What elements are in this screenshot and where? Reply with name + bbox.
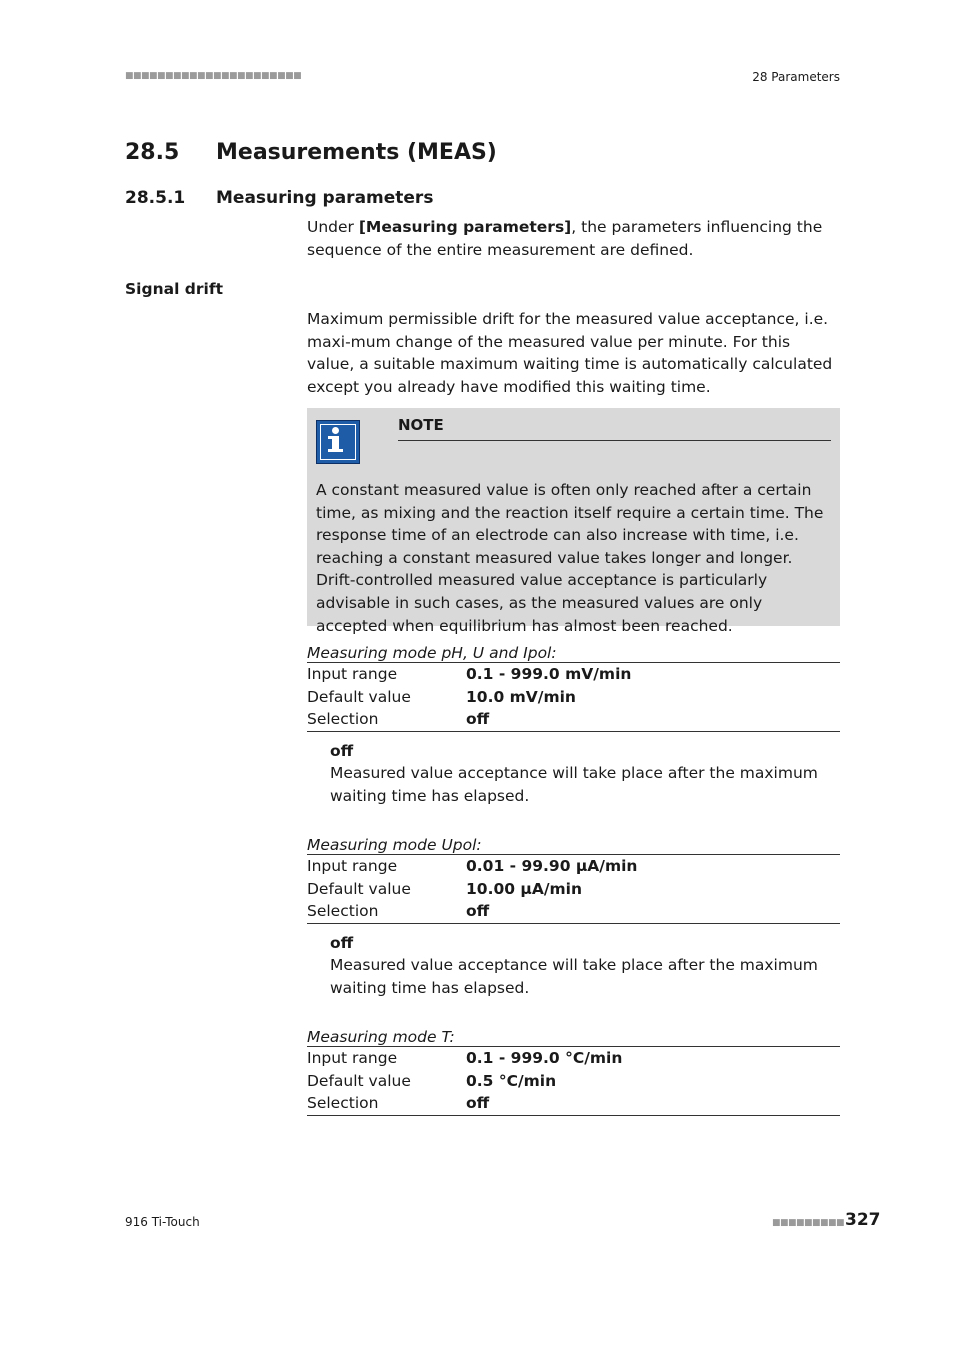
- parameter-description: Maximum permissible drift for the measured value acceptance, i.e. maxi-mum change of the measured value per minute. For this value, a suitable maximum waiting time is automatically calculated except you already have modified this waiting time.: [307, 310, 833, 396]
- subsection-number: 28.5.1: [125, 188, 186, 208]
- table-row: Input range 0.01 - 99.90 µA/min: [307, 857, 638, 875]
- parameter-title: Signal drift: [125, 280, 223, 298]
- mode-block-upol: [307, 836, 840, 1000]
- subsection-title: Measuring parameters: [216, 188, 434, 208]
- mode-label: Measuring mode Upol:: [307, 836, 482, 854]
- mode-label: Measuring mode T:: [307, 1028, 455, 1046]
- option-text: Measured value acceptance will take place after the maximum waiting time has elapsed.: [330, 764, 818, 805]
- footer-product: 916 Ti-Touch: [125, 1215, 200, 1229]
- note-box: [307, 408, 840, 635]
- parameter-table: [307, 662, 840, 732]
- section-number: 28.5: [125, 140, 180, 165]
- table-row: Selection off: [307, 902, 490, 921]
- mode-block-t: [307, 1028, 840, 1116]
- option-description: [330, 932, 840, 1000]
- subsection-heading: [125, 188, 433, 208]
- section-title: Measurements (MEAS): [216, 140, 497, 165]
- menu-reference: [Measuring parameters]: [358, 218, 572, 236]
- table-row: Default value 0.5 °C/min: [307, 1071, 557, 1090]
- option-title: off: [330, 933, 354, 952]
- table-row: Default value 10.0 mV/min: [307, 687, 576, 706]
- table-row: Input range 0.1 - 999.0 mV/min: [307, 665, 632, 683]
- running-header-chapter: 28 Parameters: [752, 70, 840, 84]
- option-text: Measured value acceptance will take place after the maximum waiting time has elapsed.: [330, 956, 818, 997]
- option-description: [330, 740, 840, 808]
- section-heading: [125, 140, 497, 165]
- table-row: Selection off: [307, 1094, 490, 1113]
- note-text: A constant measured value is often only reached after a certain time, as mixing and the reaction itself require a certain time. The response time of an electrode can also increase with time, i.e. reaching a constant measured value takes longer and longer. Drift-controlled measured value acceptance is particularly advisable in such cases, as the measured values are only accepted when equilibrium has almost been reached.: [316, 481, 824, 635]
- footer-decoration: ■■■■■■■■■: [772, 1218, 845, 1228]
- page-number: 327: [845, 1210, 881, 1230]
- info-icon: [316, 420, 360, 464]
- option-title: off: [330, 741, 354, 760]
- intro-paragraph: Under [Measuring parameters], the parameters influencing the sequence of the entire measurement are defined.: [307, 218, 823, 259]
- note-title: NOTE: [398, 416, 831, 441]
- mode-block-ph-u-ipol: [307, 644, 840, 808]
- parameter-table: [307, 854, 840, 924]
- header-decoration: ■■■■■■■■■■■■■■■■■■■■■■: [125, 71, 302, 81]
- table-row: Input range 0.1 - 999.0 °C/min: [307, 1049, 623, 1067]
- table-row: Selection off: [307, 710, 490, 729]
- parameter-table: [307, 1046, 840, 1116]
- mode-label: Measuring mode pH, U and Ipol:: [307, 644, 557, 662]
- table-row: Default value 10.00 µA/min: [307, 879, 582, 898]
